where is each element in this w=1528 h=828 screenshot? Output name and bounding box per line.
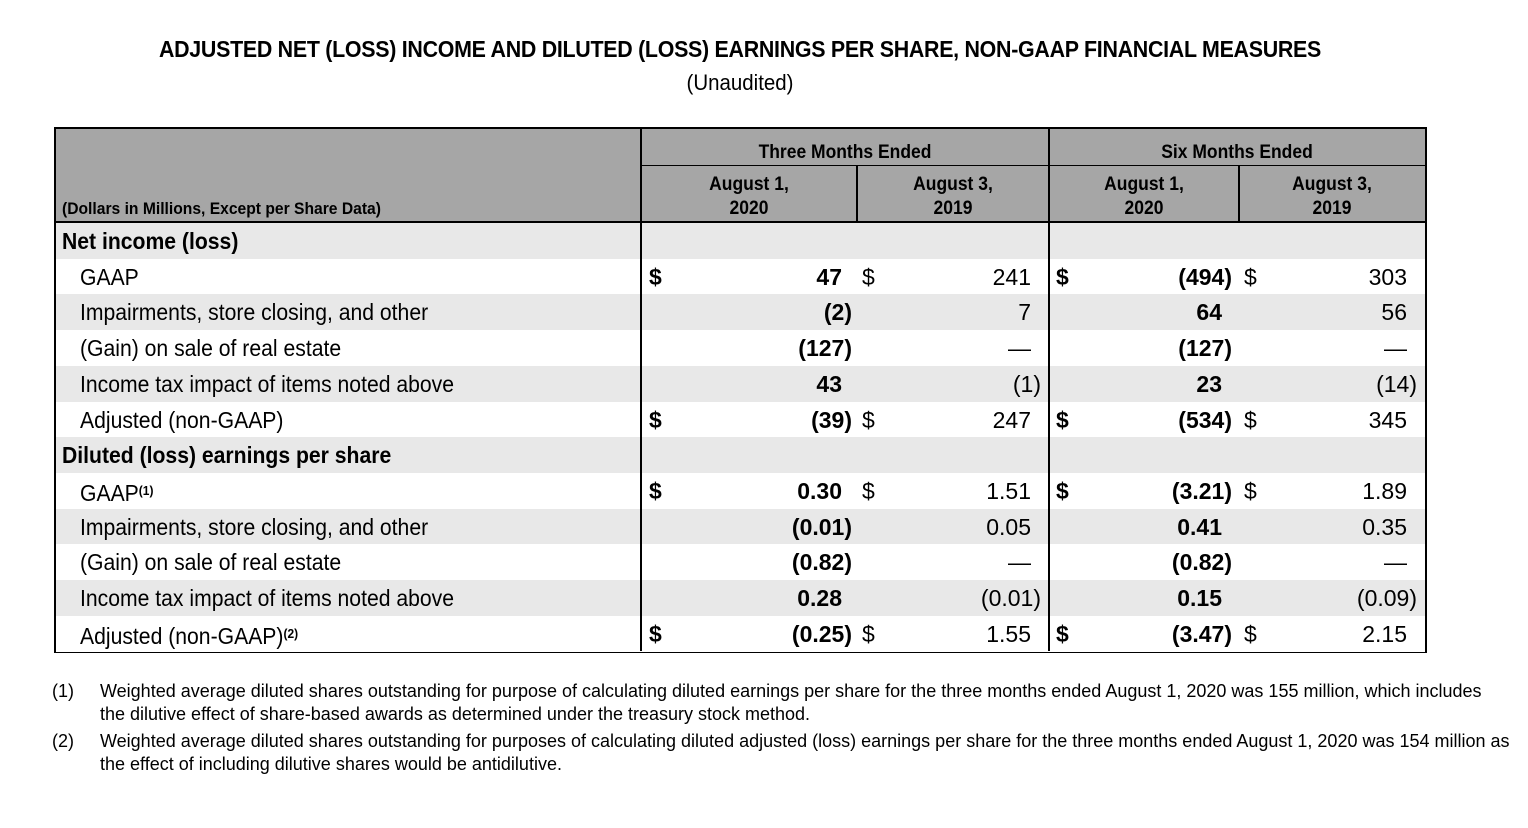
row-label	[80, 473, 153, 511]
table-cell-value: —	[1008, 335, 1031, 362]
table-cell-value: 0.28	[797, 585, 842, 611]
currency-symbol: $	[649, 263, 662, 290]
table-cell-value: (0.25)	[791, 620, 852, 647]
table-row	[56, 402, 1425, 438]
row-label	[80, 366, 454, 402]
table-cell-value: 7	[1018, 299, 1031, 326]
table-cell-value: (127)	[1178, 335, 1232, 362]
table-cell-value: (127)	[798, 335, 852, 362]
currency-symbol: $	[1056, 263, 1069, 290]
table-cell-value: (0.01)	[791, 513, 852, 540]
footnote-reference: (1)	[138, 482, 154, 498]
row-label-text: Impairments, store closing, and other	[80, 299, 429, 326]
table-cell-value: —	[1384, 549, 1407, 576]
table-cell-value: 0.15	[1177, 585, 1222, 611]
currency-symbol: $	[862, 477, 875, 504]
table-cell-value: 56	[1381, 299, 1407, 326]
currency-symbol: $	[1244, 477, 1257, 504]
currency-symbol: $	[862, 263, 875, 290]
column-divider	[640, 129, 642, 651]
currency-symbol: $	[1244, 263, 1257, 290]
row-label	[80, 509, 428, 545]
currency-symbol: $	[1244, 406, 1257, 433]
row-label-text: (Gain) on sale of real estate	[80, 549, 342, 576]
col-header-line2: 2019	[933, 198, 973, 219]
column-divider	[1238, 165, 1240, 223]
table-cell-value: 241	[992, 263, 1031, 290]
col-header-3m-2019	[865, 173, 1042, 221]
table-row	[56, 616, 1425, 652]
header-bottom-rule	[56, 221, 1425, 223]
col-header-line2: 2019	[1312, 198, 1352, 219]
table-cell-value: 0.30	[797, 477, 842, 504]
table-cell-value: (3.47)	[1171, 620, 1232, 647]
currency-symbol: $	[1056, 406, 1069, 433]
row-label	[80, 259, 139, 295]
footnote-reference: (2)	[283, 625, 299, 641]
row-label-text: (Gain) on sale of real estate	[80, 335, 342, 362]
col-header-line2: 2020	[729, 198, 769, 219]
section-header-row	[56, 437, 1425, 473]
currency-symbol: $	[649, 477, 662, 504]
row-label-text: Income tax impact of items noted above	[80, 585, 455, 611]
col-header-3m-2020	[650, 173, 849, 221]
table-cell-value: —	[1008, 549, 1031, 576]
section-title: Net income (loss)	[62, 228, 239, 254]
column-divider	[856, 165, 858, 223]
financial-table	[54, 127, 1427, 653]
footnote-marker: (2)	[52, 731, 74, 751]
table-cell-value: 43	[816, 370, 842, 397]
column-divider	[1048, 129, 1050, 651]
table-cell-value: 1.51	[986, 477, 1031, 504]
table-cell-value: 47	[816, 263, 842, 290]
footnote-marker: (1)	[52, 681, 74, 701]
table-cell-value: 247	[992, 406, 1031, 433]
table-cell-value: (3.21)	[1171, 477, 1232, 504]
row-label	[80, 402, 283, 438]
table-cell-value: 303	[1368, 263, 1407, 290]
row-label-text: Adjusted (non-GAAP)	[80, 622, 284, 649]
section-title: Diluted (loss) earnings per share	[62, 442, 392, 469]
col-header-line1: August 1,	[1104, 174, 1184, 195]
table-row	[56, 580, 1425, 616]
currency-symbol: $	[1056, 477, 1069, 504]
row-label	[80, 330, 341, 366]
table-cell-value: 2.15	[1362, 620, 1407, 647]
group-header-three-months: Three Months Ended	[758, 142, 932, 163]
col-header-line1: August 1,	[709, 174, 789, 195]
row-label	[80, 580, 454, 616]
table-row	[56, 473, 1425, 509]
row-label-text: GAAP	[80, 263, 139, 290]
table-cell-value: (1)	[1012, 370, 1041, 397]
table-row	[56, 294, 1425, 330]
currency-symbol: $	[649, 620, 662, 647]
section-header-row	[56, 223, 1425, 259]
table-cell-value: 0.35	[1362, 513, 1407, 540]
table-cell-value: 1.55	[986, 620, 1031, 647]
table-row	[56, 544, 1425, 580]
table-cell-value: 1.89	[1362, 477, 1407, 504]
row-label-text: Adjusted (non-GAAP)	[80, 406, 284, 433]
table-cell-value: 0.41	[1177, 513, 1222, 540]
group-header-divider	[641, 165, 1425, 166]
table-cell-value: (534)	[1178, 406, 1232, 433]
col-header-line2: 2020	[1124, 198, 1164, 219]
currency-symbol: $	[862, 620, 875, 647]
col-header-6m-2019	[1246, 173, 1417, 221]
table-cell-value: (0.01)	[980, 585, 1041, 611]
row-label-text: Income tax impact of items noted above	[80, 370, 455, 397]
currency-symbol: $	[1244, 620, 1257, 647]
row-label-text: Impairments, store closing, and other	[80, 513, 429, 540]
footnote-text: Weighted average diluted shares outstanding for purpose of calculating diluted earnings per share for the three months ended August 1, 2020 was 155 million, which includes the dilutive effect of share-based awards as determined under the treasury stock method.	[100, 681, 1482, 724]
footnote-text: Weighted average diluted shares outstanding for purposes of calculating diluted adjusted (loss) earnings per share for the three months ended August 1, 2020 was 154 million as the effect of including dilutive shares would be antidilutive.	[100, 731, 1510, 774]
row-label-text: GAAP	[80, 479, 139, 506]
table-cell-value: 64	[1196, 299, 1222, 326]
table-cell-value: 0.05	[986, 513, 1031, 540]
currency-symbol: $	[1056, 620, 1069, 647]
table-row	[56, 259, 1425, 295]
table-cell-value: (494)	[1178, 263, 1232, 290]
table-cell-value: —	[1384, 335, 1407, 362]
table-cell-value: (0.09)	[1356, 585, 1417, 611]
col-header-line1: August 3,	[1292, 174, 1372, 195]
table-cell-value: 23	[1196, 370, 1222, 397]
row-label	[80, 544, 341, 580]
col-header-6m-2020	[1057, 173, 1232, 221]
table-row	[56, 366, 1425, 402]
table-cell-value: (14)	[1376, 370, 1417, 397]
report-subtitle: (Unaudited)	[686, 70, 794, 95]
table-cell-value: (2)	[823, 299, 852, 326]
col-header-line1: August 3,	[913, 174, 993, 195]
table-row	[56, 509, 1425, 545]
report-title: ADJUSTED NET (LOSS) INCOME AND DILUTED (LOSS) EARNINGS PER SHARE, NON-GAAP FINANCIAL MEASURES	[158, 36, 1322, 62]
table-cell-value: (39)	[811, 406, 852, 433]
group-header-six-months: Six Months Ended	[1161, 142, 1313, 163]
row-label	[80, 294, 428, 330]
table-cell-value: (0.82)	[1171, 549, 1232, 576]
row-label	[80, 616, 298, 654]
table-row	[56, 330, 1425, 366]
currency-symbol: $	[649, 406, 662, 433]
table-cell-value: 345	[1368, 406, 1407, 433]
currency-symbol: $	[862, 406, 875, 433]
units-label: (Dollars in Millions, Except per Share Data)	[62, 199, 381, 218]
table-cell-value: (0.82)	[791, 549, 852, 576]
